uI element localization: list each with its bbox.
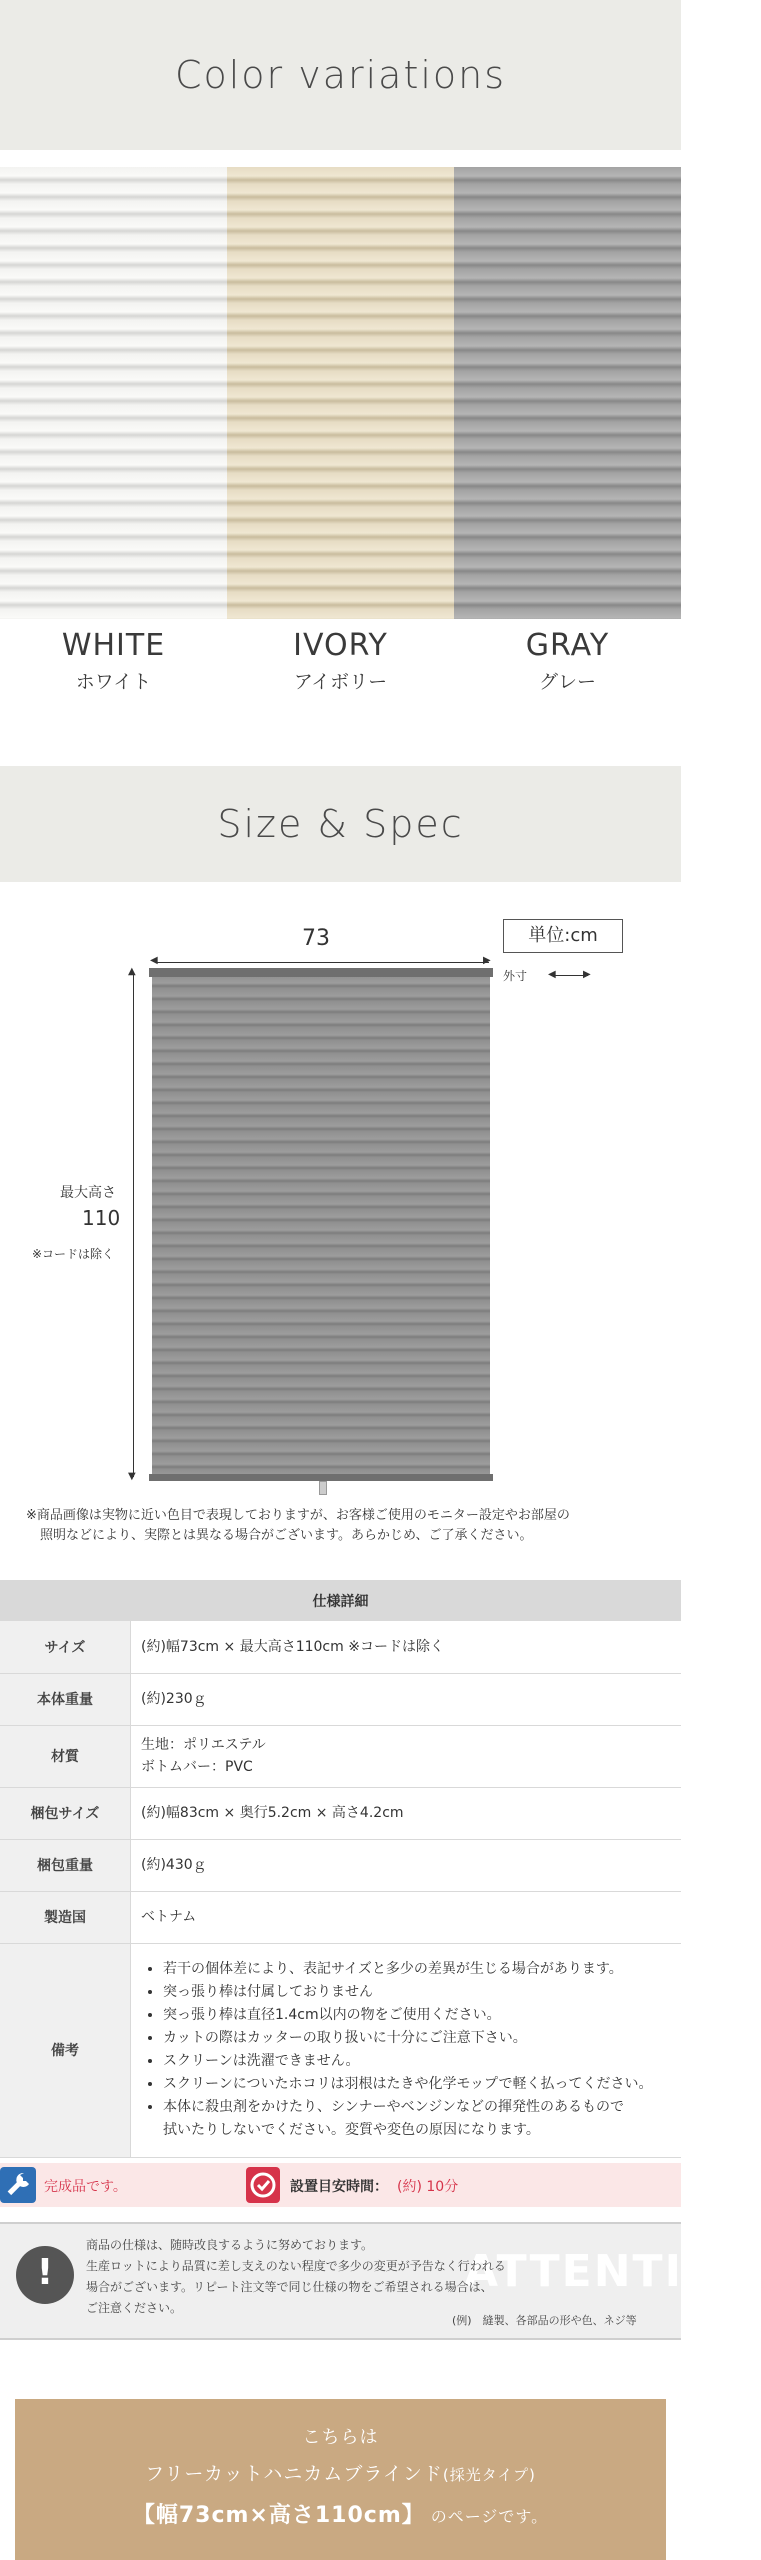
spec-value: (約)幅83cm × 奥行5.2cm × 高さ4.2cm <box>131 1787 682 1839</box>
swatch-gray <box>454 167 681 619</box>
swatch-ivory <box>227 167 454 619</box>
color-jp-name: ホワイト <box>75 671 152 693</box>
notice-line4: ご注意ください。 <box>86 2301 183 2315</box>
spec-label: 材質 <box>0 1725 131 1787</box>
spec-value: ベトナム <box>131 1891 682 1943</box>
list-item: • スクリーンについたホコリは羽根はたきや化学モップで軽く払ってください。 <box>163 2073 671 2096</box>
size-spec-header <box>0 766 681 882</box>
list-item: • 突っ張り棒は付属しておりません <box>163 1981 671 2004</box>
material-line1: 生地：ポリエステル <box>141 1737 266 1753</box>
spec-value <box>131 1943 682 2157</box>
clock-icon <box>246 2167 280 2203</box>
attention-watermark: ATTENTION <box>464 2246 761 2297</box>
notice-line2: 生産ロットにより品質に差し支えのない程度で多少の変更が予告なく行われる <box>86 2259 506 2273</box>
width-arrow-right: ▶ <box>483 955 491 966</box>
spec-label: サイズ <box>0 1621 131 1673</box>
color-en-name: IVORY <box>293 628 388 663</box>
remarks-line: 拭いたりしないでください。変質や変色の原因になります。 <box>163 2122 540 2138</box>
list-item: • カットの際はカッターの取り扱いに十分にご注意下さい。 <box>163 2027 671 2050</box>
table-row <box>0 1673 681 1725</box>
shade-cord <box>319 1481 327 1495</box>
list-item: • スクリーンは洗濯できません。 <box>163 2050 671 2073</box>
cta-size: 【幅73cm×高さ110cm】 <box>132 2503 425 2528</box>
spec-label: 製造国 <box>0 1891 131 1943</box>
info-bar <box>0 2163 681 2207</box>
size-spec-title: Size & Spec <box>217 802 464 846</box>
color-label-ivory <box>227 628 454 694</box>
list-item <box>163 2096 671 2142</box>
color-variations-title: Color variations <box>174 53 507 97</box>
color-en-name: WHITE <box>61 628 166 663</box>
attention-box <box>0 2222 761 2340</box>
table-row <box>0 1621 681 1673</box>
remarks-list <box>141 1958 671 2142</box>
table-row <box>0 1839 681 1891</box>
cta-product-name: フリーカットハニカムブラインド <box>145 2463 443 2485</box>
notice-line1: 商品の仕様は、随時改良するように努めております。 <box>86 2238 374 2252</box>
spec-value <box>131 1725 682 1787</box>
width-arrow-left: ◀ <box>150 955 158 966</box>
outer-size-label: 外寸 <box>503 969 528 983</box>
color-jp-name: アイボリー <box>293 671 388 693</box>
arrow-right-glyph: ▶ <box>583 969 591 980</box>
table-row <box>0 1891 681 1943</box>
spec-label: 本体重量 <box>0 1673 131 1725</box>
arrow-left-glyph: ◀ <box>548 969 556 980</box>
cta-product-type: (採光タイプ) <box>442 2466 536 2484</box>
list-item: • 若干の個体差により、表記サイズと多少の差異が生じる場合があります。 <box>163 1958 671 1981</box>
spec-table <box>0 1580 681 2158</box>
notice-line3: 場合がございます。リピート注文等で同じ仕様の物をご希望される場合は、 <box>86 2280 493 2294</box>
height-label: 最大高さ <box>60 1185 116 1201</box>
exclamation-icon: ! <box>16 2246 74 2304</box>
remarks-line: 本体に殺虫剤をかけたり、シンナーやベンジンなどの揮発性のあるもので <box>163 2099 624 2115</box>
spec-value: (約)230ｇ <box>131 1673 682 1725</box>
shade-bottom-bar <box>149 1474 493 1481</box>
install-value: (約) 10分 <box>397 2179 459 2195</box>
table-row <box>0 1943 681 2157</box>
shade-headrail <box>149 968 493 977</box>
color-label-white <box>0 628 227 694</box>
image-note-line1: ※商品画像は実物に近い色目で表現しておりますが、お客様ご使用のモニター設定やお部屋の <box>26 1508 570 1523</box>
product-page-banner <box>15 2399 666 2560</box>
cord-note: ※コードは除く <box>32 1247 115 1261</box>
color-variations-header <box>0 0 681 150</box>
wrench-icon <box>0 2167 36 2203</box>
list-item: • 突っ張り棒は直径1.4cm以内の物をご使用ください。 <box>163 2004 671 2027</box>
height-arrow-down: ▼ <box>128 1471 136 1482</box>
spec-value: (約)430ｇ <box>131 1839 682 1891</box>
table-row <box>0 1787 681 1839</box>
product-shade-image <box>152 975 490 1476</box>
table-row <box>0 1725 681 1787</box>
complete-text: 完成品です。 <box>44 2179 127 2195</box>
height-value: 110 <box>82 1206 121 1230</box>
swatch-white <box>0 167 227 619</box>
spec-value: (約)幅73cm × 最大高さ110cm ※コードは除く <box>131 1621 682 1673</box>
color-label-gray <box>454 628 681 694</box>
unit-box: 単位:cm <box>503 919 623 953</box>
cta-line2 <box>15 2459 666 2486</box>
height-dimension-line <box>133 974 134 1477</box>
notice-example: (例) 縫製、各部品の形や色、ネジ等 <box>452 2314 637 2327</box>
install-label: 設置目安時間： <box>290 2179 388 2195</box>
image-note-line2: 照明などにより、実際とは異なる場合がございます。あらかじめ、ご了承ください。 <box>40 1528 533 1543</box>
cta-line3 <box>15 2498 666 2529</box>
color-jp-name: グレー <box>538 671 596 693</box>
spec-table-title: 仕様詳細 <box>0 1580 681 1621</box>
color-en-name: GRAY <box>525 628 610 663</box>
spec-label: 梱包サイズ <box>0 1787 131 1839</box>
material-line2: ボトムバー：PVC <box>141 1759 253 1775</box>
cta-page-suffix: のページです。 <box>430 2507 549 2526</box>
width-dimension-line <box>155 962 489 963</box>
spec-label: 備考 <box>0 1943 131 2157</box>
cta-line1: こちらは <box>302 2427 379 2448</box>
width-value: 73 <box>302 926 330 951</box>
height-arrow-up: ▲ <box>128 966 136 977</box>
spec-label: 梱包重量 <box>0 1839 131 1891</box>
